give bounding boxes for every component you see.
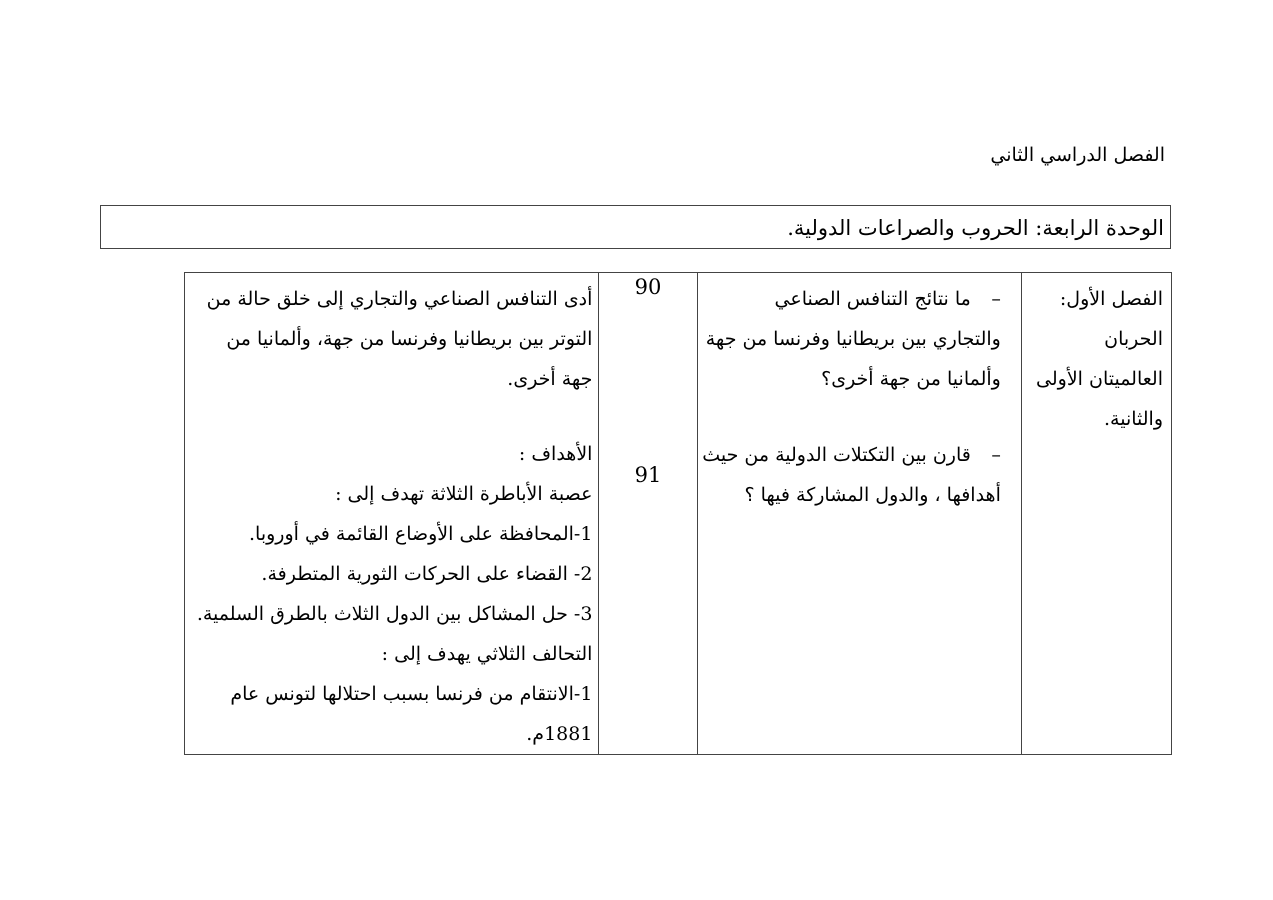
chapter-title: الفصل الأول: الحربان العالميتان الأولى والثانية. (1036, 288, 1163, 430)
pages-cell (599, 273, 697, 755)
table-row (185, 273, 1172, 755)
questions-cell (697, 273, 1021, 755)
answer-line: الأهداف : (518, 443, 593, 465)
lesson-table (184, 272, 1172, 755)
answer-spacer (193, 399, 592, 434)
answer-line: عصبة الأباطرة الثلاثة تهدف إلى : (335, 483, 593, 505)
answers-cell (185, 273, 599, 755)
question-text: ما نتائج التنافس الصناعي والتجاري بين بريطانيا وفرنسا من جهة وألمانيا من جهة أخرى؟ (705, 288, 1001, 390)
answer-line: 1-المحافظة على الأوضاع القائمة في أوروبا. (248, 523, 593, 545)
answer-intro: أدى التنافس الصناعي والتجاري إلى خلق حالة من التوتر بين بريطانيا وفرنسا من جهة، وألمانيا من جهة أخرى. (206, 288, 593, 390)
unit-title: الوحدة الرابعة: الحروب والصراعات الدولية. (787, 216, 1164, 240)
question-item (701, 279, 1001, 399)
answer-line: 3- حل المشاكل بين الدول الثلاث بالطرق السلمية. (196, 603, 593, 625)
chapter-cell (1021, 273, 1171, 755)
answer-line: 1-الانتقام من فرنسا بسبب احتلالها لتونس عام 1881م. (230, 683, 593, 745)
semester-heading: الفصل الدراسي الثاني (990, 144, 1165, 166)
page-number: 90 (634, 275, 662, 299)
page-number: 91 (634, 463, 662, 487)
unit-title-box (100, 205, 1171, 249)
question-text: قارن بين التكتلات الدولية من حيث أهدافها ، والدول المشاركة فيها ؟ (702, 444, 1001, 506)
answer-line: التحالف الثلاثي يهدف إلى : (381, 643, 593, 665)
answer-line: 2- القضاء على الحركات الثورية المتطرفة. (261, 563, 593, 585)
dash-marker: – (991, 288, 1001, 310)
dash-marker: – (991, 444, 1001, 466)
question-item (701, 435, 1001, 515)
